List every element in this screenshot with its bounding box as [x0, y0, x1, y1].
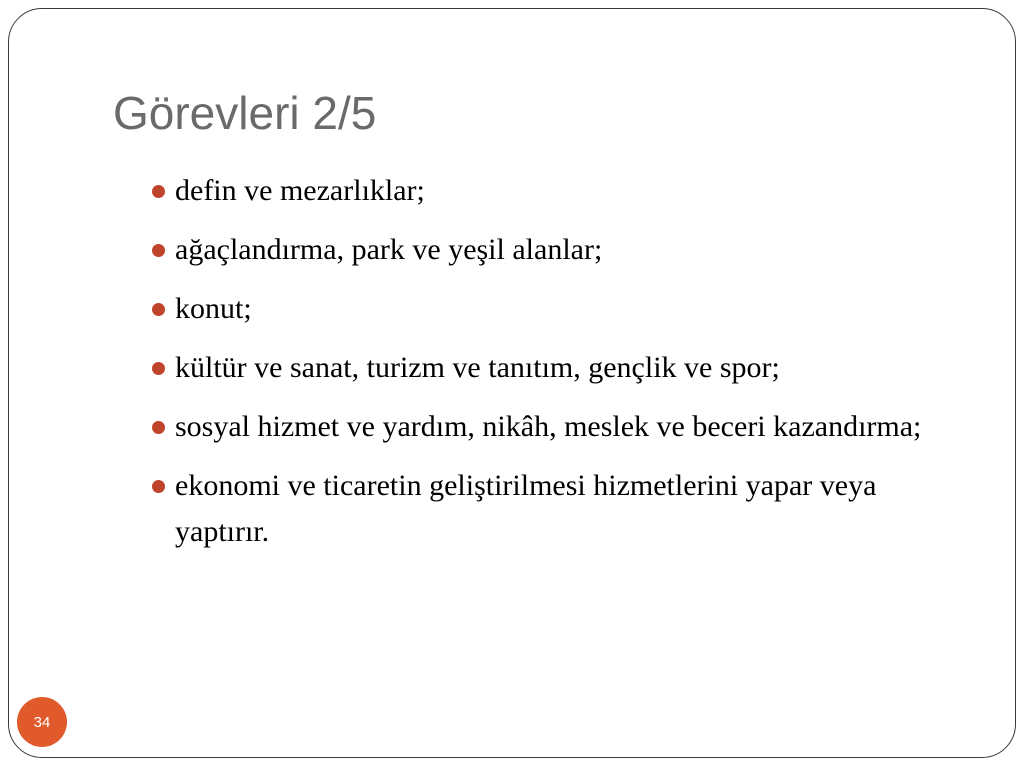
page-number-badge: 34 [17, 697, 67, 747]
bullet-text: konut; [175, 292, 252, 325]
bullet-item [152, 286, 952, 332]
bullet-item [152, 463, 952, 555]
bullet-item [152, 168, 952, 214]
bullet-item [152, 404, 952, 450]
bullet-dot-icon [152, 480, 165, 493]
bullet-text: ekonomi ve ticaretin geliştirilmesi hizmetlerini yapar veya yaptırır. [175, 469, 877, 548]
bullet-dot-icon [152, 244, 165, 257]
bullet-list [152, 168, 952, 568]
bullet-dot-icon [152, 362, 165, 375]
bullet-item [152, 227, 952, 273]
bullet-dot-icon [152, 185, 165, 198]
bullet-dot-icon [152, 421, 165, 434]
bullet-item [152, 345, 952, 391]
bullet-text: sosyal hizmet ve yardım, nikâh, meslek ve beceri kazandırma; [175, 410, 922, 443]
bullet-text: ağaçlandırma, park ve yeşil alanlar; [175, 233, 603, 266]
bullet-dot-icon [152, 303, 165, 316]
bullet-text: defin ve mezarlıklar; [175, 174, 425, 207]
bullet-text: kültür ve sanat, turizm ve tanıtım, gençlik ve spor; [175, 351, 780, 384]
slide-title: Görevleri 2/5 [113, 87, 377, 139]
